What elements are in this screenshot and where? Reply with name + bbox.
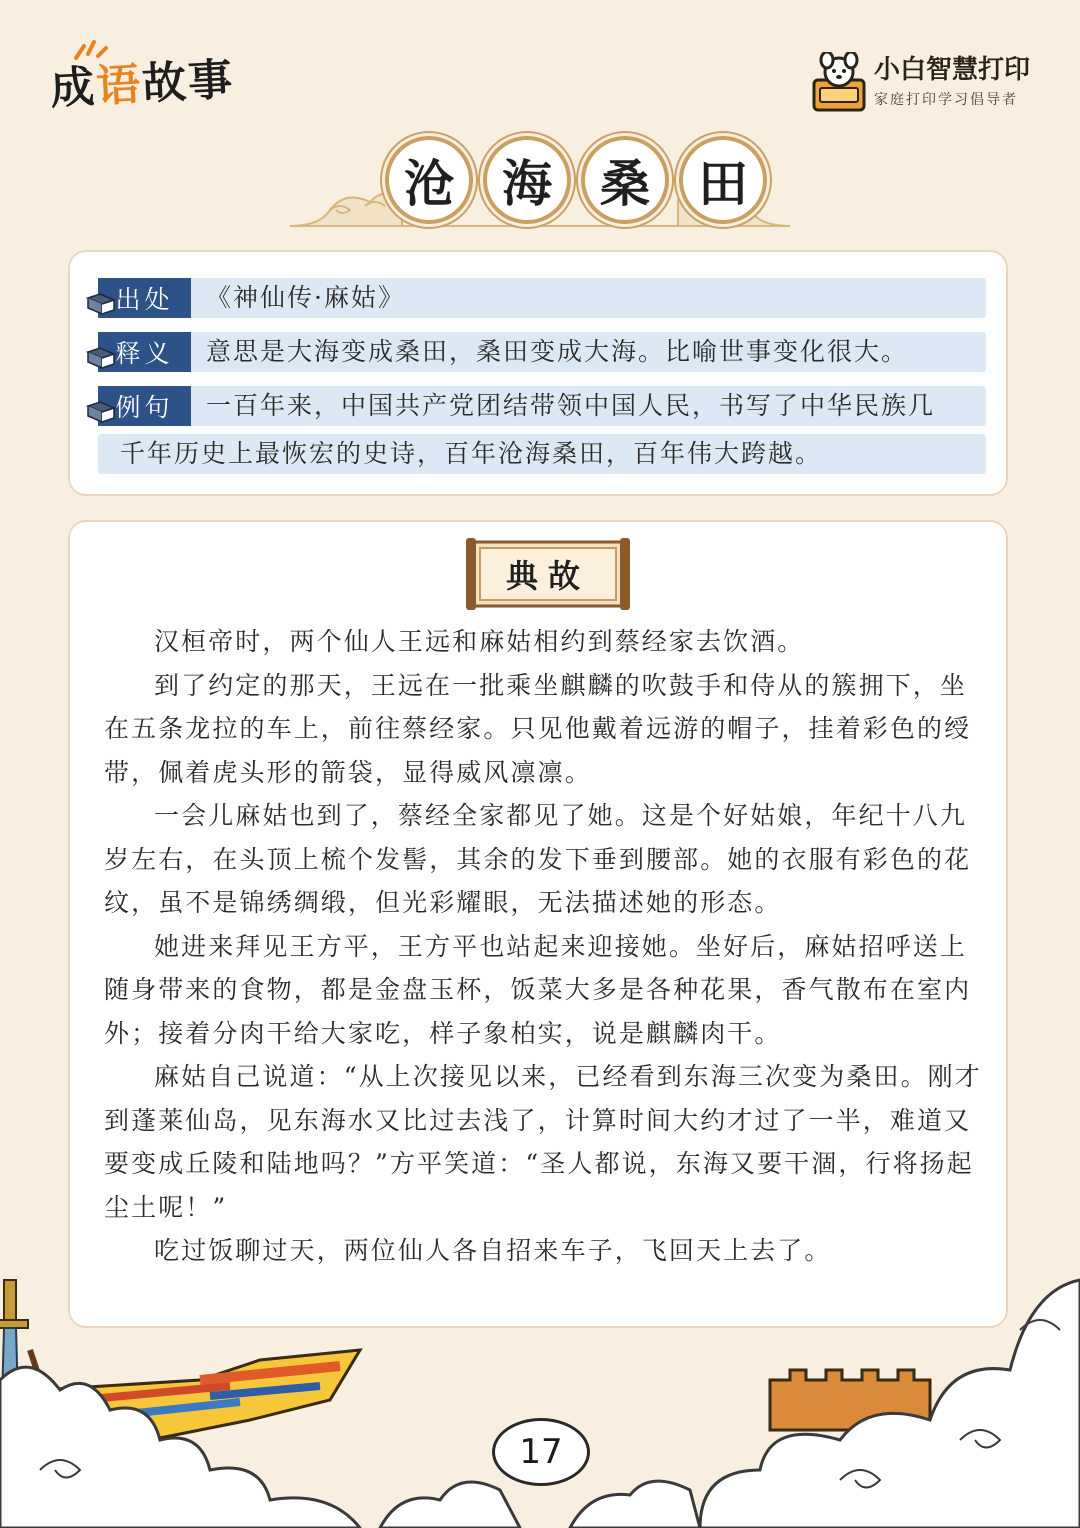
series-title [48,43,235,117]
sword-icon [0,1280,28,1400]
book-icon [86,290,116,316]
series-title-char: 成 [49,61,98,115]
brand [810,52,1030,114]
story-card [68,520,1008,1328]
title-char: 田 [679,136,767,224]
banner-flag-icon [30,1350,360,1440]
example-text-line1: 一百年来，中国共产党团结带领中国人民，书写了中华民族几 [206,391,936,420]
title-char: 海 [483,136,571,224]
story-heading-scroll [466,538,630,610]
title-char: 桑 [581,136,669,224]
meaning-text: 意思是大海变成桑田，桑田变成大海。比喻世事变化很大。 [206,337,909,366]
example-text-line2: 千年历史上最恢宏的史诗，百年沧海桑田，百年伟大跨越。 [120,439,823,468]
book-icon [86,344,116,370]
brand-logo-icon [810,52,868,114]
series-title-char-accent: 语 [94,59,144,113]
title-char: 沧 [385,136,473,224]
story-paragraph: 麻姑自己说道：“从上次接见以来，已经看到东海三次变为桑田。刚才到蓬莱仙岛，见东海水又比过去浅了，计算时间大约才过了一半，难道又要变成丘陵和陆地吗？”方平笑道：“圣人都说，东海又要干涸，行将扬起尘土呢！” [104,1062,982,1222]
brand-slogan: 家庭打印学习倡导者 [873,92,1018,108]
source-tag: 出处 [98,278,191,318]
series-title-block [49,48,236,115]
story-heading: 典故 [505,557,590,595]
story-paragraph: 她进来拜见王方平，王方平也站起来迎接她。坐好后，麻姑招呼送上随身带来的食物，都是金盘玉杯，饭菜大多是各种花果，香气散布在室内外；接着分肉干给大家吃，样子象柏实，说是麒麟肉干。 [104,931,972,1048]
book-icon [86,398,116,424]
story-paragraph: 汉桓帝时，两个仙人王远和麻姑相约到蔡经家去饮酒。 [154,627,805,656]
example-tag: 例句 [98,386,191,426]
series-title-rest: 故事 [140,54,236,110]
source-text: 《神仙传·麻姑》 [206,283,405,312]
idiom-title [0,128,1080,238]
info-card [68,250,1008,496]
brand-name: 小白智慧打印 [873,55,1030,85]
page-number: 17 [492,1418,590,1486]
story-paragraph: 吃过饭聊过天，两位仙人各自招来车子，飞回天上去了。 [154,1236,832,1265]
story-body [104,620,984,1273]
great-wall-icon [770,1370,930,1430]
story-paragraph: 到了约定的那天，王远在一批乘坐麒麟的吹鼓手和侍从的簇拥下，坐在五条龙拉的车上，前往蔡经家。只见他戴着远游的帽子，挂着彩色的绶带，佩着虎头形的箭袋，显得威风凛凛。 [104,670,972,787]
story-paragraph: 一会儿麻姑也到了，蔡经全家都见了她。这是个好姑娘，年纪十八九岁左右，在头顶上梳个发髻，其余的发下垂到腰部。她的衣服有彩色的花纹，虽不是锦绣绸缎，但光彩耀眼，无法描述她的形态。 [104,801,972,917]
meaning-tag: 释义 [98,332,191,372]
